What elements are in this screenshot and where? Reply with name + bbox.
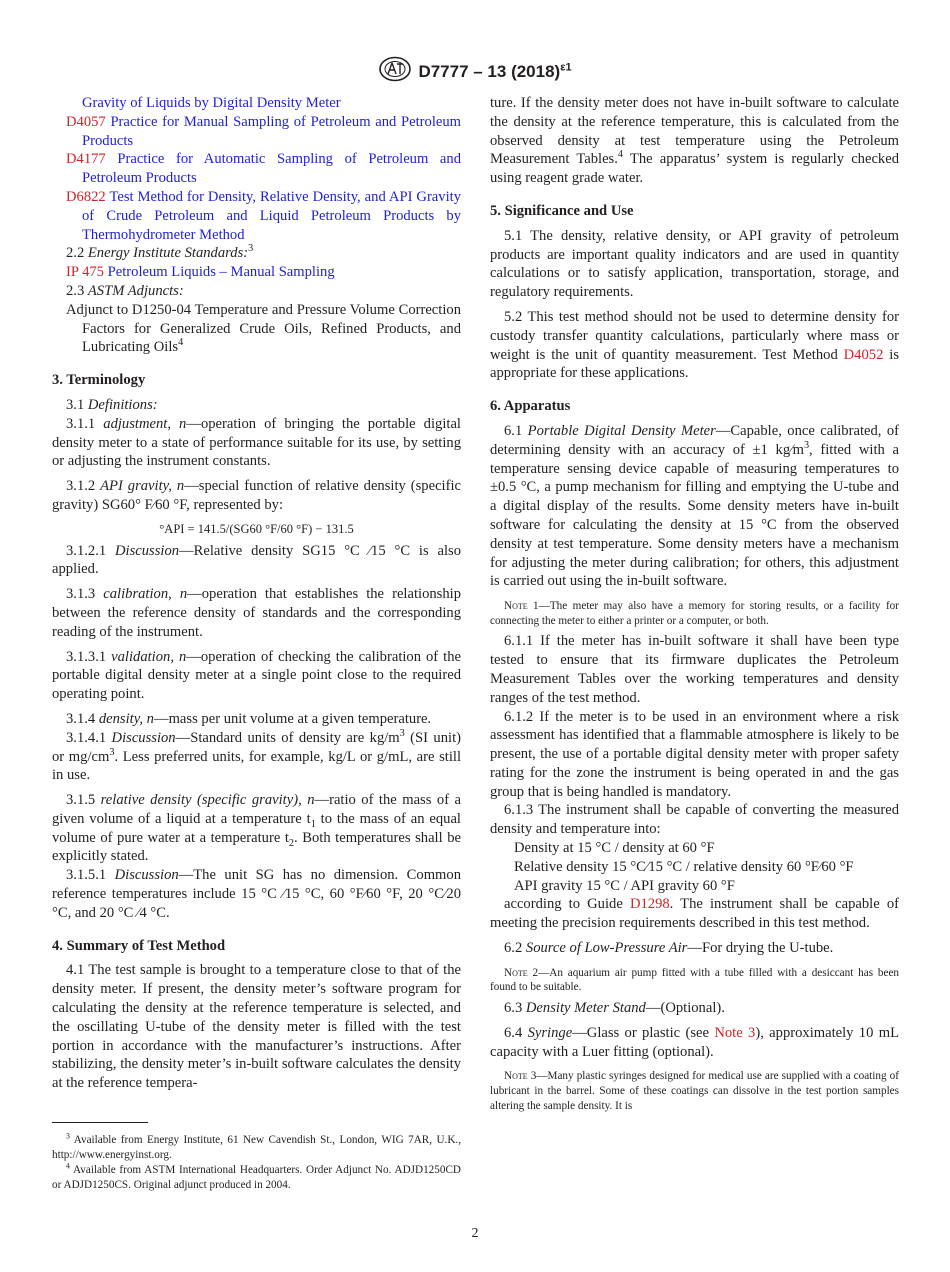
ref-item: IP 475 Petroleum Liquids – Manual Sampling [66, 264, 335, 281]
para-6-1-3: 6.1.3 The instrument shall be capable of converting the measured density and temperature into: [490, 802, 899, 838]
list-item: API gravity 15 °C / API gravity 60 °F [514, 877, 735, 894]
para-6-1: 6.1 Portable Digital Density Meter—Capable, once calibrated, of determining density with an accuracy of ±1 $kg⁄m^3$, fitted with a temperature sensing device capable of measuring temperatures to ±0.5 °C, a pump mechanism for filling and emptying the U-tube and a digital display of the results. Some density meters have in-built software for calculating the density at 15 °C from the observed density at test temperature. Some density meters have a mechanism for adjusting the meter during calibration; for others, this adjustment is carried out using the in-built software. [490, 422, 900, 590]
section-5-heading: 5. Significance and Use [490, 202, 634, 219]
para-5-1: 5.1 The density, relative density, or API gravity of petroleum products are important quality indicators and are used in quantity calculations or to satisfy application, transportation, storage, and regulatory requirements. [490, 227, 899, 301]
section-3-heading: 3. Terminology [52, 372, 146, 389]
page-header [0, 56, 950, 87]
para-3-1-5-1: 3.1.5.1 Discussion—The unit SG has no dimension. Common reference temperatures include 15 °C ⁄15 °C, 60 °F⁄60 °F, 20 °C⁄20 °C, and 20 °C ⁄4 °C. [52, 867, 461, 921]
para-3-1-3: 3.1.3 calibration, n—operation that establishes the relationship between the reference density of standards and the corresponding reading of the instrument. [52, 586, 461, 640]
para-3-1: 3.1 Definitions: [66, 396, 158, 413]
ref-code-link[interactable]: D6822 [66, 188, 106, 205]
para-3-1-3-1: 3.1.3.1 validation, n—operation of checking the calibration of the portable digital density meter at a single point close to the required operating point. [52, 648, 461, 703]
note-3: Note 3—Many plastic syringes designed for medical use are supplied with a coating of lubricant in the barrel. Some of these coatings can dissolve in the test portion samples altering the sample density. It is [490, 1070, 899, 1112]
adjunct-item: Adjunct to D1250-04 Temperature and Pressure Volume Correction Factors for Generalized Crude Oils, Refined Products, and Lubricating Oils$^4$ [66, 301, 461, 356]
para-5-2: 5.2 This test method should not be used to determine density for custody transfer quantity calculations, particularly where mass or weight is the unit of quantity measurement. Test Method D4052 is appropriate for these applications. [490, 308, 899, 382]
ref-item: D4177 Practice for Automatic Sampling of Petroleum and Petroleum Products [66, 151, 462, 187]
para-3-1-2: 3.1.2 API gravity, n—special function of relative density (specific gravity) SG60° F⁄60 °F, represented by: [52, 478, 461, 513]
page-number: 2 [471, 1226, 479, 1241]
para-3-1-5: 3.1.5 relative density (specific gravity), n—ratio of the mass of a given volume of a liquid at a temperature $t_1$ to the mass of an equal volume of pure water at a temperature $t_2$. Both temperatures shall be explicitly stated. [52, 792, 461, 865]
right-column [490, 94, 899, 1117]
footnote-divider [52, 1122, 148, 1123]
ref-item: D4057 Practice for Manual Sampling of Petroleum and Petroleum Products [66, 113, 461, 149]
ref-code-link[interactable]: D4057 [66, 113, 106, 130]
astm-logo-icon [378, 56, 412, 87]
section-6-heading: 6. Apparatus [490, 398, 571, 415]
para-3-1-4-1: 3.1.4.1 Discussion—Standard units of density are $kg/m^3$ (SI unit) or $mg/cm^3$. Less preferred units, for example, kg/L or g/mL, are still in use. [52, 727, 462, 784]
section-4-heading: 4. Summary of Test Method [52, 937, 226, 954]
para-6-3: 6.3 Density Meter Stand—(Optional). [504, 1000, 725, 1017]
para-4-1-cont: ture. If the density meter does not have in-built software to calculate the density at the reference temperature, this is calculated from the observed density at test temperature using the Petroleum Measurement Tables.$^4$ The apparatus’ system is regularly checked using reagent grade water. [490, 95, 899, 187]
para-3-1-1: 3.1.1 adjustment, n—operation of bringing the portable digital density meter to a state of performance suitable for its use, by setting or adjusting the instrument constants. [52, 415, 461, 470]
ref-item: D6822 Test Method for Density, Relative Density, and API Gravity of Crude Petroleum and Liquid Petroleum Products by Thermohydrometer Method [66, 188, 461, 243]
para-3-1-2-1: 3.1.2.1 Discussion—Relative density SG15 °C ⁄15 °C is also applied. [52, 542, 461, 578]
document-designation: D7777 – 13 $(2018)^{\varepsilon 1}$ [418, 60, 572, 81]
para-3-1-4: 3.1.4 density, n—mass per unit volume at a given temperature. [66, 710, 432, 727]
para-4-1: 4.1 The test sample is brought to a temperature close to that of the density meter. If present, the density meter’s software program for calculating the density at the reference temperature is selected, and the oscillating U-tube of the density meter is filled with the test portion in accordance with the manufacturer’s instructions. After stabilizing, the density meter’s in-built software calculates the density at the reference tempera- [52, 962, 461, 1092]
left-column [52, 94, 461, 1093]
list-item: Relative density 15 °C⁄15 °C / relative density 60 °F⁄60 °F [514, 858, 854, 875]
list-item: Density at 15 °C / density at 60 °F [514, 840, 715, 857]
ref-item: Gravity of Liquids by Digital Density Meter [82, 95, 341, 111]
section-2-2: 2.2 Energy Institute Standards:$^3$ [66, 243, 254, 262]
para-6-2: 6.2 Source of Low-Pressure Air—For drying the U-tube. [504, 940, 834, 957]
note-3-link[interactable]: Note 3 [714, 1024, 756, 1041]
para-6-4: 6.4 Syringe—Glass or plastic (see Note 3), approximately 10 mL capacity with a Luer fitting (optional). [490, 1024, 900, 1060]
section-2-3: 2.3 ASTM Adjuncts: [66, 282, 184, 299]
ref-code-link[interactable]: D4177 [66, 151, 106, 168]
note-1: Note 1—The meter may also have a memory for storing results, or a facility for connecting the meter to either a printer or a computer, or both. [490, 600, 899, 627]
para-6-1-3-end: according to Guide D1298. The instrument shall be capable of meeting the precision requirements described in this test method. [490, 896, 899, 932]
note-2: Note 2—An aquarium air pump fitted with a tube filled with a desiccant has been found to be suitable. [490, 966, 900, 994]
footnote-4: $^4$ Available from ASTM International Headquarters. Order Adjunct No. ADJD1250CD or ADJD1250CS. Original adjunct produced in 2004. [52, 1161, 461, 1191]
ref-code-link[interactable]: D4052 [843, 346, 884, 363]
api-equation: °API = 141.5/(SG60 °F/60 °F) − 131.5 [159, 521, 354, 536]
para-6-1-1: 6.1.1 If the meter has in-built software it shall have been type tested to ensure that its firmware duplicates the Petroleum Measurement Tables over the working temperatures and density ranges of the test method. [490, 633, 899, 706]
ref-code-link[interactable]: IP 475 [66, 264, 104, 281]
ref-code-link[interactable]: D1298 [629, 896, 670, 913]
para-6-1-2: 6.1.2 If the meter is to be used in an environment where a risk assessment has identified that a flammable atmosphere is likely to be present, the use of a portable digital density meter with proper safety rating for the zone the instrument is being operated in and the gas group that is being handled is mandatory. [490, 708, 899, 800]
footnote-3: $^3$ Available from Energy Institute, 61 New Cavendish St., London, WIG 7AR, U.K., http://www.energyinst.org. [52, 1131, 461, 1161]
